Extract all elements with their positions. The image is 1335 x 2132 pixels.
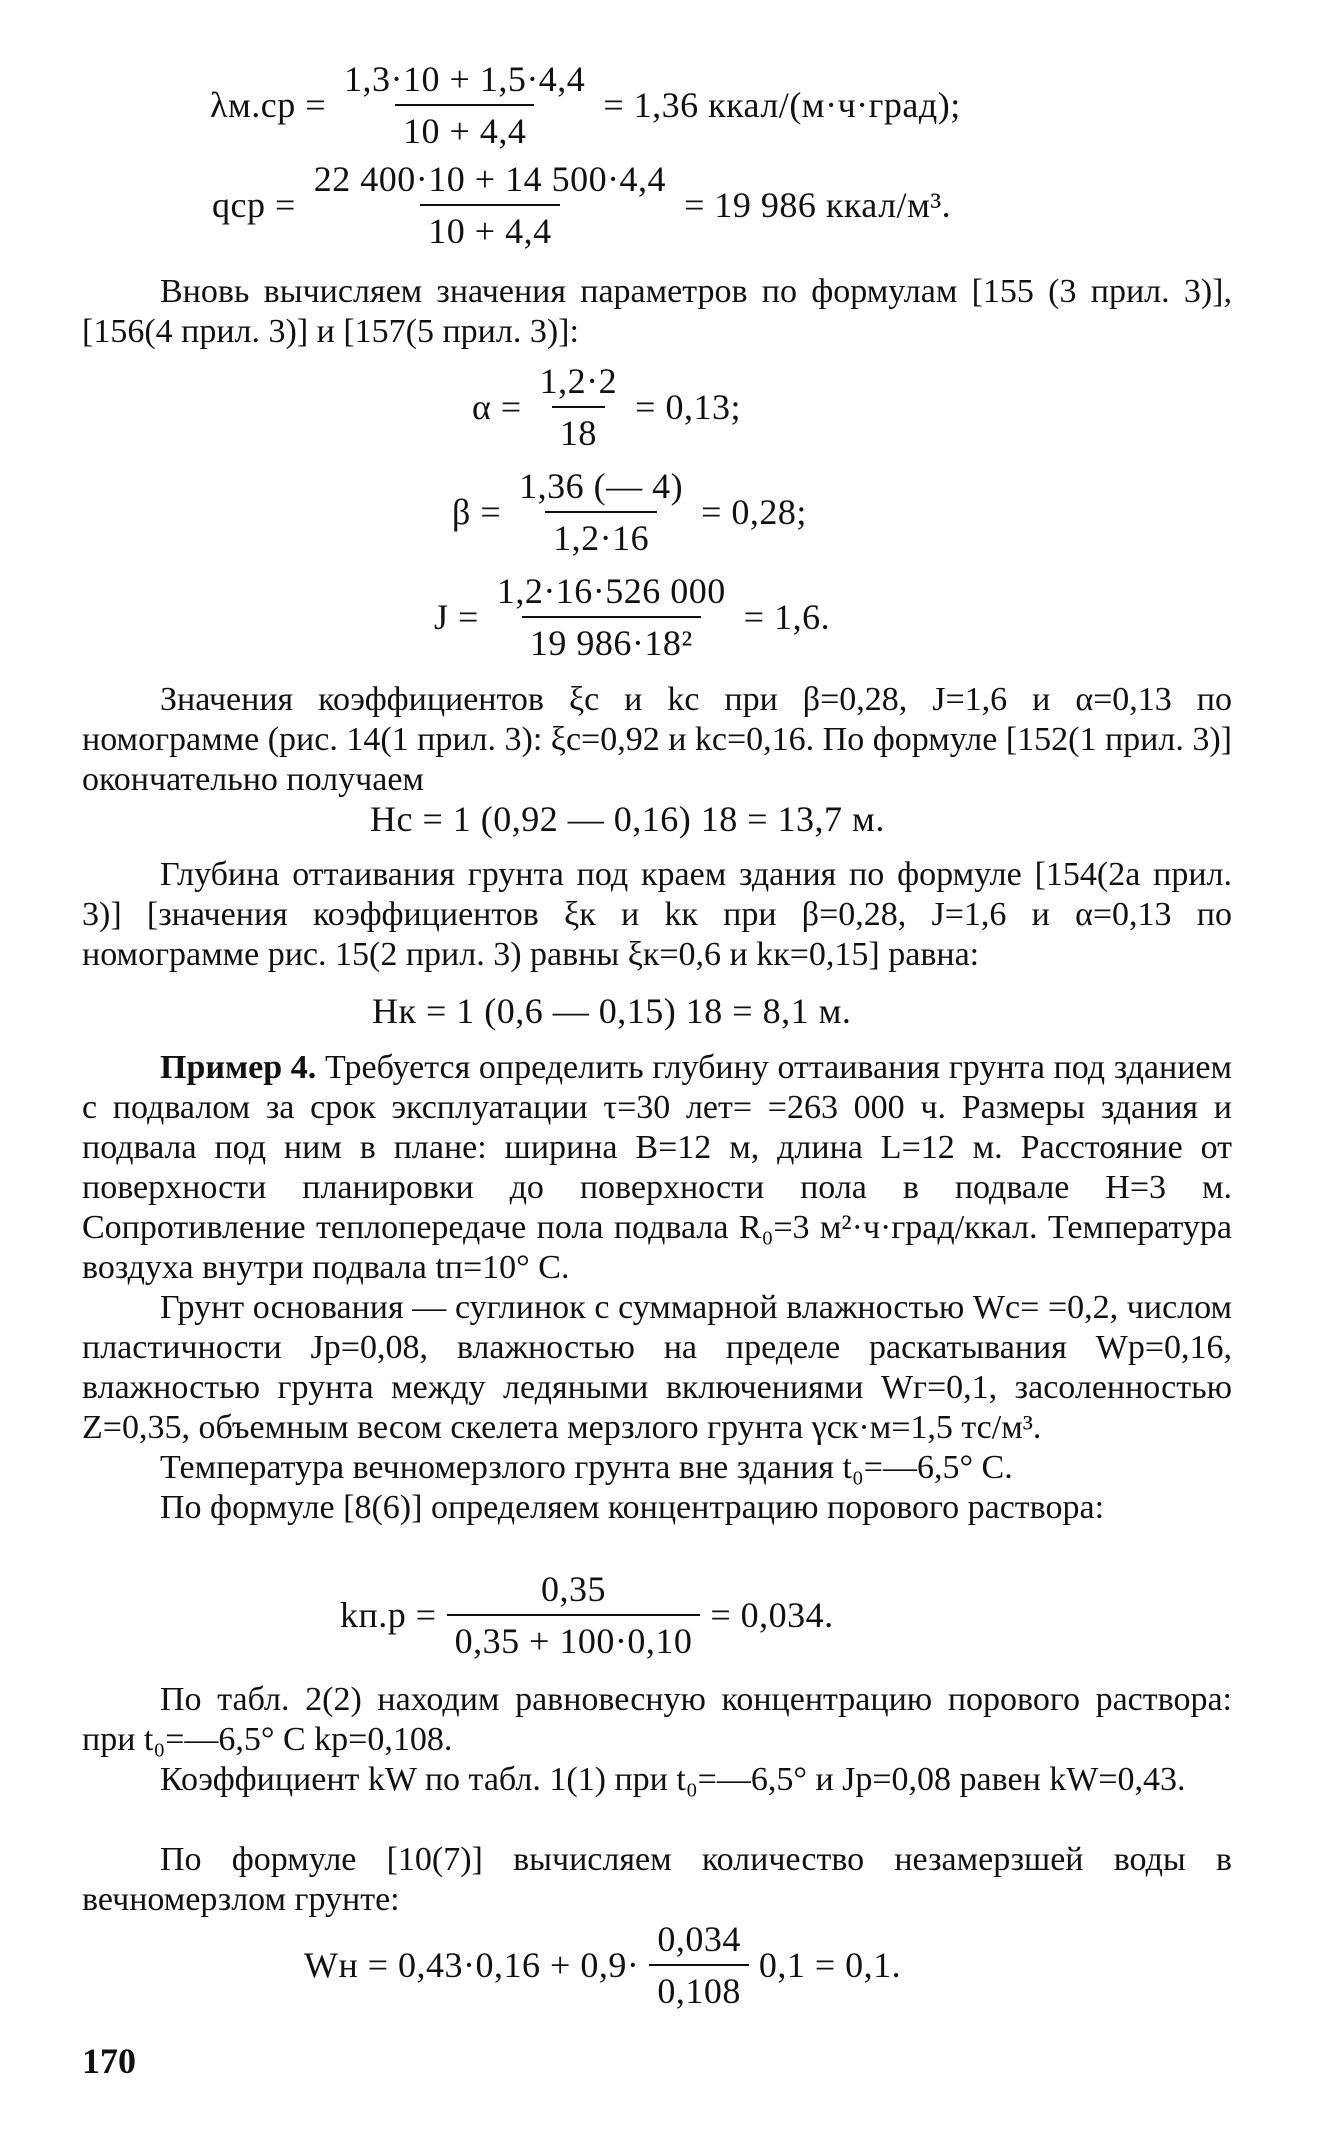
formula-alpha-denominator: 18 — [552, 406, 605, 454]
paragraph-1: Вновь вычисляем значения параметров по формулам [155 (3 прил. 3)], [156(4 прил. 3)] и [157(5 прил. 3)]: — [82, 273, 1232, 350]
formula-lambda — [210, 58, 961, 152]
formula-j-rhs: = 1,6. — [743, 597, 831, 637]
formula-q-lhs: qср = — [212, 185, 296, 225]
formula-kpr-fraction — [447, 1568, 701, 1662]
paragraph-7: По формуле [8(6)] определяем концентрацию порового раствора: — [160, 1489, 1105, 1526]
formula-q — [212, 158, 951, 252]
formula-j — [434, 570, 830, 664]
paragraph-4 — [82, 1048, 1232, 1288]
formula-kpr-numerator: 0,35 — [540, 1569, 606, 1609]
example-4-label: Пример 4. — [160, 1049, 317, 1086]
example-4-text: Требуется определить глубину оттаивания грунта под зданием с подвалом за срок эксплуатации τ=30 лет= =263 000 ч. Размеры здания и подвала под ним в плане: ширина B=12 м, длина L=12 м. Расстояние от поверхности планировки до поверхности пола в подвале H=3 м. Сопротивление теплопередаче пола подвала R₀=3 м²·ч·град/ккал. Температура воздуха внутри подвала tп=10° С. — [82, 1049, 1233, 1286]
formula-alpha-rhs: = 0,13; — [635, 387, 741, 427]
formula-wn-rhs: 0,1 = 0,1. — [758, 1945, 902, 1985]
formula-lambda-rhs: = 1,36 ккал/(м·ч·град); — [603, 85, 961, 125]
formula-lambda-numerator: 1,3·10 + 1,5·4,4 — [344, 59, 586, 99]
paragraph-5: Грунт основания — суглинок с суммарной влажностью Wс= =0,2, числом пластичности Jр=0,08, влажностью на пределе раскатывания Wр=0,16, влажностью грунта между ледяными включениями Wг=0,1, засоленностью Z=0,35, объемным весом скелета мерзлого грунта γск·м=1,5 тс/м³. — [82, 1289, 1232, 1446]
formula-wn-lhs: Wн = 0,43·0,16 + 0,9· — [304, 1945, 640, 1985]
paragraph-8: По табл. 2(2) находим равновесную концентрацию порового раствора: при t₀=—6,5° С kр=0,108. — [82, 1681, 1232, 1758]
formula-kpr-denominator: 0,35 + 100·0,10 — [447, 1614, 701, 1662]
formula-beta-lhs: β = — [452, 492, 502, 532]
formula-j-numerator: 1,2·16·526 000 — [496, 571, 726, 611]
formula-q-denominator: 10 + 4,4 — [420, 204, 559, 252]
formula-j-lhs: J = — [434, 597, 479, 637]
paragraph-3: Глубина оттаивания грунта под краем здания по формуле [154(2а прил. 3)] [значения коэффициентов ξк и kк при β=0,28, J=1,6 и α=0,13 по номограмме рис. 15(2 прил. 3) равны ξк=0,6 и kк=0,15] равна: — [82, 856, 1232, 973]
paragraph-6: Температура вечномерзлого грунта вне здания t₀=—6,5° С. — [160, 1449, 1013, 1486]
formula-hk: Hк = 1 (0,6 — 0,15) 18 = 8,1 м. — [372, 991, 852, 1031]
formula-q-numerator: 22 400·10 + 14 500·4,4 — [313, 159, 667, 199]
formula-q-fraction — [306, 158, 674, 252]
formula-hc: Hс = 1 (0,92 — 0,16) 18 = 13,7 м. — [370, 799, 885, 839]
formula-lambda-fraction — [336, 58, 593, 152]
formula-wn — [304, 1918, 901, 2012]
formula-alpha-numerator: 1,2·2 — [539, 361, 618, 401]
formula-kpr-rhs: = 0,034. — [710, 1595, 834, 1635]
formula-alpha — [472, 360, 741, 454]
formula-alpha-lhs: α = — [472, 387, 522, 427]
page-number: 170 — [82, 2041, 136, 2081]
formula-kpr-lhs: kп.р = — [340, 1595, 437, 1635]
formula-beta-rhs: = 0,28; — [701, 492, 807, 532]
formula-kpr — [340, 1568, 834, 1662]
paragraph-2: Значения коэффициентов ξс и kс при β=0,28, J=1,6 и α=0,13 по номограмме (рис. 14(1 прил. 3): ξс=0,92 и kс=0,16. По формуле [152(1 прил. 3)] окончательно получаем — [82, 681, 1232, 798]
formula-lambda-denominator: 10 + 4,4 — [395, 104, 534, 152]
formula-j-denominator: 19 986·18² — [522, 616, 701, 664]
formula-lambda-lhs: λм.ср = — [210, 85, 327, 125]
formula-alpha-fraction — [532, 360, 626, 454]
paragraph-10: По формуле [10(7)] вычисляем количество незамерзшей воды в вечномерзлом грунте: — [82, 1841, 1232, 1918]
formula-beta-fraction — [511, 465, 691, 559]
paragraph-9: Коэффициент kW по табл. 1(1) при t₀=—6,5° и Jр=0,08 равен kW=0,43. — [160, 1761, 1186, 1798]
formula-wn-fraction — [649, 1918, 749, 2012]
formula-beta-numerator: 1,36 (— 4) — [519, 466, 684, 506]
formula-wn-numerator: 0,034 — [657, 1919, 741, 1959]
formula-wn-denominator: 0,108 — [649, 1964, 749, 2012]
formula-beta — [452, 465, 807, 559]
formula-j-fraction — [489, 570, 734, 664]
formula-q-rhs: = 19 986 ккал/м³. — [684, 185, 952, 225]
formula-beta-denominator: 1,2·16 — [545, 511, 657, 559]
